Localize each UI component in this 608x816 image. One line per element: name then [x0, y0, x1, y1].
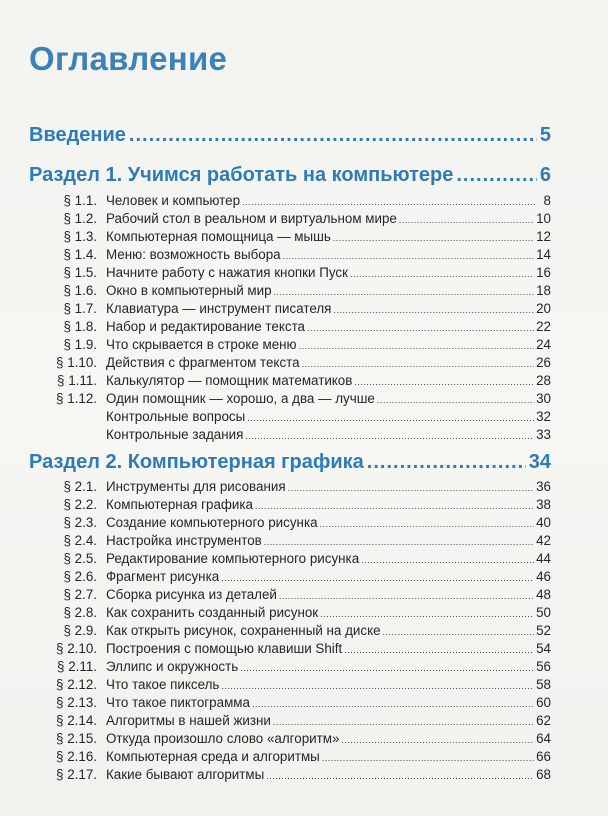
- entry-title: Настройка инструментов: [106, 533, 262, 548]
- toc-entry[interactable]: [38, 193, 551, 211]
- entry-page-number: 22: [536, 319, 551, 334]
- dot-leader: [333, 233, 534, 243]
- toc-entry[interactable]: [38, 713, 551, 731]
- entry-title: Компьютерная графика: [106, 497, 253, 512]
- entry-title: Какие бывают алгоритмы: [106, 767, 265, 782]
- entry-title: Что такое пиксель: [106, 677, 220, 692]
- entry-page-number: 14: [536, 247, 551, 262]
- entry-number: § 1.8.: [63, 319, 97, 334]
- dot-leader: [341, 735, 534, 745]
- entry-title: Начните работу с нажатия кнопки Пуск: [106, 265, 348, 280]
- entry-title: Инструменты для рисования: [106, 479, 286, 494]
- dot-leader: [322, 753, 534, 763]
- entry-number: § 1.11.: [57, 373, 97, 388]
- entry-title: Построения с помощью клавиши Shift: [106, 641, 343, 656]
- heading-page-number: 5: [539, 124, 551, 146]
- toc-entry[interactable]: [38, 515, 551, 533]
- toc-entry[interactable]: [38, 373, 551, 391]
- heading-page-number: 34: [528, 451, 551, 473]
- toc-entry[interactable]: [38, 551, 551, 569]
- heading-label: Раздел 2. Компьютерная графика: [29, 451, 364, 473]
- toc-entry[interactable]: [38, 337, 551, 355]
- entry-page-number: 33: [536, 427, 551, 442]
- dot-leader: [279, 591, 534, 601]
- dot-leader: [361, 555, 534, 565]
- entry-title: Как сохранить созданный рисунок: [106, 605, 319, 620]
- entry-page-number: 38: [536, 497, 551, 512]
- entry-number: § 2.5.: [63, 551, 97, 566]
- dot-leader: [240, 663, 534, 673]
- entry-number: § 1.3.: [63, 229, 97, 244]
- toc-entry[interactable]: [38, 265, 551, 283]
- entry-page-number: 40: [536, 515, 551, 530]
- dot-leader: [399, 215, 534, 225]
- entry-number: § 1.6.: [63, 283, 97, 298]
- toc-heading-section-2[interactable]: [29, 451, 551, 474]
- dot-leader: [383, 627, 535, 637]
- toc-entry[interactable]: [38, 641, 551, 659]
- toc-entry[interactable]: [38, 659, 551, 677]
- dot-leader: [344, 645, 534, 655]
- toc-heading-intro[interactable]: [29, 124, 551, 147]
- dot-leader: [242, 197, 535, 207]
- entry-number: § 2.7.: [63, 587, 97, 602]
- toc-entry[interactable]: [38, 695, 551, 713]
- dot-leader: [307, 323, 534, 333]
- entry-page-number: 54: [536, 641, 551, 656]
- entry-title: Окно в компьютерный мир: [106, 283, 272, 298]
- toc-entry[interactable]: [38, 731, 551, 749]
- dot-leader: [266, 771, 534, 781]
- entry-number: § 2.16.: [56, 749, 97, 764]
- dot-leader: [456, 164, 537, 187]
- entry-title: Компьютерная среда и алгоритмы: [106, 749, 320, 764]
- entry-page-number: 16: [536, 265, 551, 280]
- toc-entry[interactable]: [38, 355, 551, 373]
- entry-title: Контрольные задания: [106, 427, 244, 442]
- entry-page-number: 52: [536, 623, 551, 638]
- dot-leader: [274, 287, 535, 297]
- entry-page-number: 18: [536, 283, 551, 298]
- entry-number: § 2.2.: [63, 497, 97, 512]
- toc-heading-section-1[interactable]: [29, 164, 551, 187]
- toc-entry[interactable]: [38, 623, 551, 641]
- entry-page-number: 64: [536, 731, 551, 746]
- entry-title: Что такое пиктограмма: [106, 695, 250, 710]
- entry-number: § 1.7.: [63, 301, 97, 316]
- page-title: Оглавление: [29, 40, 228, 77]
- dot-leader: [255, 501, 534, 511]
- toc-entry[interactable]: [38, 319, 551, 337]
- entry-title: Как открыть рисунок, сохраненный на диске: [106, 623, 381, 638]
- dot-leader: [367, 451, 526, 474]
- entry-title: Контрольные вопросы: [106, 409, 246, 424]
- toc-entry[interactable]: [38, 497, 551, 515]
- entry-number: § 1.2.: [63, 211, 97, 226]
- entry-title: Фрагмент рисунка: [106, 569, 220, 584]
- toc-entry[interactable]: [38, 211, 551, 229]
- entry-page-number: 60: [536, 695, 551, 710]
- heading-label: Введение: [29, 124, 126, 146]
- entry-title: Меню: возможность выбора: [106, 247, 281, 262]
- entry-page-number: 30: [536, 391, 551, 406]
- entry-title: Калькулятор — помощник математиков: [106, 373, 353, 388]
- dot-leader: [302, 359, 535, 369]
- entry-number: § 1.5.: [63, 265, 97, 280]
- entry-page-number: 26: [536, 355, 551, 370]
- entry-page-number: 8: [543, 193, 551, 208]
- entry-number: § 2.15.: [56, 731, 97, 746]
- dot-leader: [221, 573, 534, 583]
- entry-page-number: 10: [536, 211, 551, 226]
- entry-page-number: 32: [536, 409, 551, 424]
- toc-entry[interactable]: [38, 605, 551, 623]
- toc-entry[interactable]: [38, 677, 551, 695]
- entry-page-number: 20: [536, 301, 551, 316]
- entry-page-number: 36: [536, 479, 551, 494]
- entry-page-number: 44: [536, 551, 551, 566]
- entry-title: Человек и компьютер: [106, 193, 241, 208]
- toc-entry[interactable]: [38, 427, 551, 445]
- heading-label: Раздел 1. Учимся работать на компьютере: [29, 164, 454, 186]
- dot-leader: [221, 681, 534, 691]
- toc-entry[interactable]: [38, 391, 551, 409]
- entry-number: § 1.4.: [63, 247, 97, 262]
- dot-leader: [320, 519, 535, 529]
- entry-page-number: 58: [536, 677, 551, 692]
- dot-leader: [252, 699, 534, 709]
- toc-entry[interactable]: [38, 479, 551, 497]
- toc-entry[interactable]: [38, 409, 551, 427]
- entry-title: Откуда произошло слово «алгоритм»: [106, 731, 340, 746]
- entry-page-number: 24: [536, 337, 551, 352]
- entry-number: § 1.1.: [63, 193, 97, 208]
- entry-page-number: 12: [536, 229, 551, 244]
- entry-number: § 2.13.: [56, 695, 97, 710]
- toc-entry[interactable]: [38, 767, 551, 785]
- entry-page-number: 66: [536, 749, 551, 764]
- entry-number: § 1.12.: [56, 391, 97, 406]
- toc-entry[interactable]: [38, 569, 551, 587]
- entry-page-number: 28: [536, 373, 551, 388]
- entry-page-number: 46: [536, 569, 551, 584]
- entry-title: Редактирование компьютерного рисунка: [106, 551, 360, 566]
- toc-entry[interactable]: [38, 533, 551, 551]
- toc-entry[interactable]: [38, 247, 551, 265]
- entry-title: Один помощник — хорошо, а два — лучше: [106, 391, 375, 406]
- dot-leader: [247, 413, 534, 423]
- entry-title: Сборка рисунка из деталей: [106, 587, 277, 602]
- toc-entry[interactable]: [38, 749, 551, 767]
- dot-leader: [288, 483, 535, 493]
- heading-page-number: 6: [539, 164, 551, 186]
- entry-page-number: 56: [536, 659, 551, 674]
- entry-number: § 2.6.: [63, 569, 97, 584]
- entry-page-number: 50: [536, 605, 551, 620]
- entry-page-number: 68: [536, 767, 551, 782]
- dot-leader: [264, 537, 534, 547]
- dot-leader: [377, 395, 534, 405]
- dot-leader: [333, 305, 534, 315]
- entry-page-number: 42: [536, 533, 551, 548]
- dot-leader: [354, 377, 534, 387]
- entry-title: Рабочий стол в реальном и виртуальном мире: [106, 211, 397, 226]
- dot-leader: [350, 269, 534, 279]
- entry-title: Клавиатура — инструмент писателя: [106, 301, 332, 316]
- toc-entry[interactable]: [38, 229, 551, 247]
- entry-title: Что скрывается в строке меню: [106, 337, 297, 352]
- entry-title: Эллипс и окружность: [106, 659, 239, 674]
- entry-title: Алгоритмы в нашей жизни: [106, 713, 271, 728]
- dot-leader: [299, 341, 535, 351]
- entry-title: Создание компьютерного рисунка: [106, 515, 318, 530]
- entry-number: § 2.1.: [63, 479, 97, 494]
- entry-number: § 2.12.: [56, 677, 97, 692]
- entry-number: § 2.14.: [56, 713, 97, 728]
- entry-number: § 2.3.: [63, 515, 97, 530]
- entry-number: § 1.10.: [56, 355, 97, 370]
- toc-entry[interactable]: [38, 283, 551, 301]
- dot-leader: [283, 251, 534, 261]
- entry-title: Действия с фрагментом текста: [106, 355, 300, 370]
- entry-title: Компьютерная помощница — мышь: [106, 229, 331, 244]
- entry-title: Набор и редактирование текста: [106, 319, 305, 334]
- dot-leader: [129, 124, 537, 147]
- entry-number: § 2.9.: [63, 623, 97, 638]
- entry-page-number: 62: [536, 713, 551, 728]
- toc-entry[interactable]: [38, 587, 551, 605]
- entry-number: § 2.4.: [63, 533, 97, 548]
- toc-entry[interactable]: [38, 301, 551, 319]
- entry-number: § 2.17.: [56, 767, 97, 782]
- dot-leader: [273, 717, 534, 727]
- entry-number: § 1.9.: [63, 337, 97, 352]
- dot-leader: [245, 431, 534, 441]
- entry-page-number: 48: [536, 587, 551, 602]
- entry-number: § 2.8.: [63, 605, 97, 620]
- entry-number: § 2.10.: [56, 641, 97, 656]
- dot-leader: [320, 609, 534, 619]
- entry-number: § 2.11.: [57, 659, 97, 674]
